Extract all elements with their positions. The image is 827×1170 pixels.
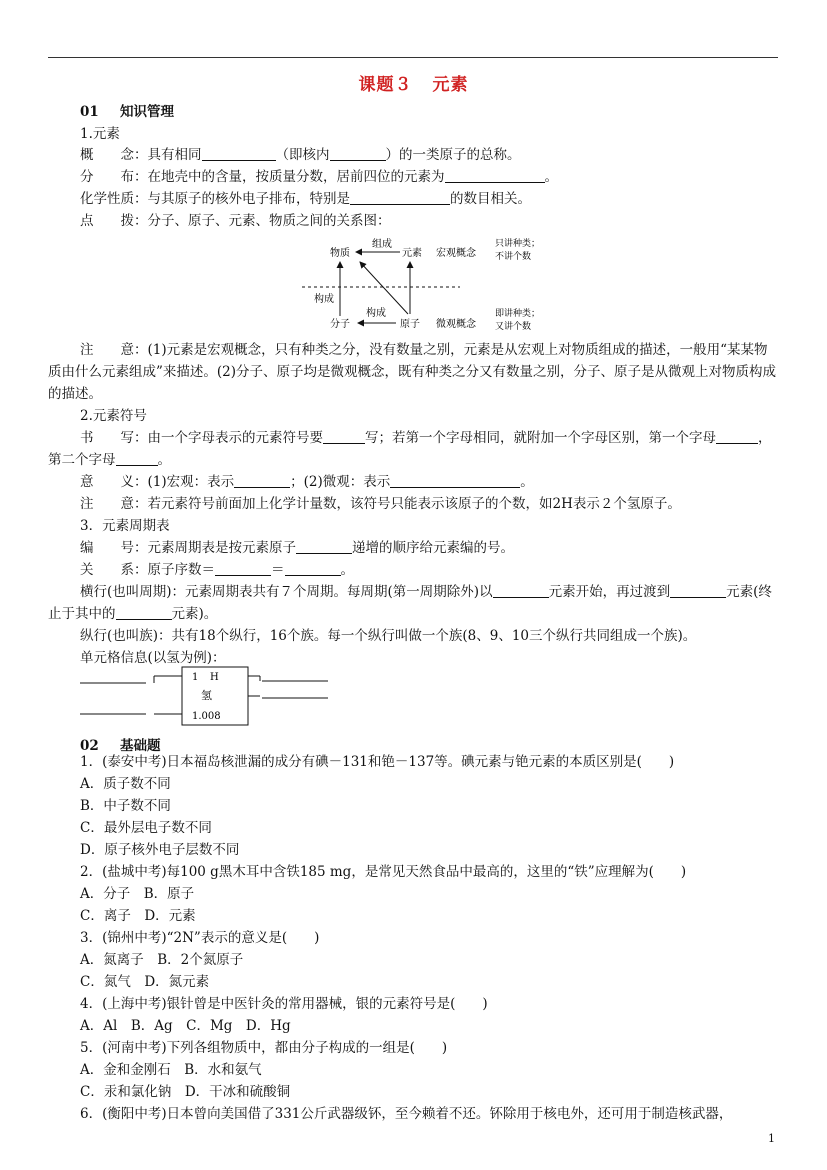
section-number: 02 <box>80 738 99 754</box>
meaning-line: 意 义：(1)宏观：表示 ；(2)微观：表示 。 <box>80 474 534 490</box>
page-title <box>0 70 827 95</box>
question-stem: 6．(衡阳中考)日本曾向美国借了331公斤武器级钚，至今赖着不还。钚除用于核电外，还可用于制造核武器， <box>80 1106 733 1122</box>
page-number: 1 <box>768 1132 775 1145</box>
heading-element: 1.元素 <box>80 126 120 142</box>
diagram-weiguan: 微观概念 <box>436 319 476 330</box>
blank[interactable] <box>350 190 450 205</box>
diagram-wuzhi: 物质 <box>330 248 350 259</box>
question-stem: 1．(泰安中考)日本福岛核泄漏的成分有碘－131和铯－137等。碘元素与铯元素的本质区别是( ) <box>80 754 675 770</box>
diagram-hongguan: 宏观概念 <box>436 248 476 259</box>
period-paragraph: 横行(也叫周期)：元素周期表共有７个周期。每周期(第一周期除外)以 元素开始，再过渡到 元素(终止于其中的 元素)。 <box>48 584 772 622</box>
blank[interactable] <box>116 605 172 620</box>
question-option[interactable]: C．汞和氯化钠 D．干冰和硫酸铜 <box>80 1084 291 1100</box>
question-option[interactable]: C．氮气 D．氮元素 <box>80 974 210 990</box>
question-option[interactable]: C．离子 D．元素 <box>80 908 196 924</box>
question-stem: 4．(上海中考)银针曾是中医针灸的常用器械，银的元素符号是( ) <box>80 996 488 1012</box>
diagram-note-top1: 只讲种类； <box>495 239 541 249</box>
blank[interactable] <box>285 561 341 576</box>
group-line: 纵行(也叫族)：共有18个纵行，16个族。每一个纵行叫做一个族(8、9、10三个纵行共同组成一个族)。 <box>80 628 697 644</box>
question-stem: 2．(盐城中考)每100 g黑木耳中含铁185 mg，是常见天然食品中最高的，这里的“铁”应理解为( ) <box>80 864 687 880</box>
question-option[interactable]: D．原子核外电子层数不同 <box>80 842 240 858</box>
cell-info-title: 单元格信息(以氢为例)： <box>80 650 226 666</box>
diagram-note-bot1: 即讲种类； <box>495 309 541 319</box>
diagram-note-bot2: 又讲个数 <box>495 322 532 332</box>
question-option[interactable]: A．质子数不同 <box>80 776 171 792</box>
cell-mass: 1.008 <box>192 711 221 722</box>
blank[interactable] <box>202 146 276 161</box>
relation-line: 关 系：原子序数＝ ＝ 。 <box>80 562 354 578</box>
relation-diagram <box>300 234 560 334</box>
blank[interactable] <box>116 451 158 466</box>
diagram-goucheng-left: 构成 <box>314 294 334 305</box>
blank[interactable] <box>670 583 726 598</box>
tip-line: 点 拨：分子、原子、元素、物质之间的关系图： <box>80 213 391 229</box>
diagram-note-top2: 不讲个数 <box>495 252 532 262</box>
cell-symbol: H <box>210 672 219 683</box>
question-option[interactable]: A．Al B．Ag C．Mg D．Hg <box>80 1018 291 1034</box>
question-option[interactable]: B．中子数不同 <box>80 798 171 814</box>
blank[interactable] <box>215 561 271 576</box>
heading-periodic: 3．元素周期表 <box>80 518 170 534</box>
blank[interactable] <box>445 168 545 183</box>
numbering-line: 编 号：元素周期表是按元素原子 递增的顺序给元素编的号。 <box>80 540 514 556</box>
chemical-property-line: 化学性质：与其原子的核外电子排布，特别是 的数目相关。 <box>80 191 531 207</box>
blank[interactable] <box>390 473 520 488</box>
write-paragraph: 书 写：由一个字母表示的元素符号要 写；若第一个字母相同，就附加一个字母区别，第一个字母 ，第二个字母 。 <box>48 430 772 468</box>
diagram-goucheng-mid: 构成 <box>366 308 386 319</box>
arrow-atom-substance <box>360 262 408 314</box>
question-option[interactable]: A．氮离子 B．2个氮原子 <box>80 952 244 968</box>
blank[interactable] <box>493 583 549 598</box>
diagram-fenzi: 分子 <box>330 319 350 330</box>
header-rule <box>48 57 778 58</box>
title-part2: 元素 <box>432 75 469 95</box>
section-label: 基础题 <box>120 738 161 754</box>
hydrogen-cell-diagram <box>70 665 340 729</box>
blank[interactable] <box>330 146 386 161</box>
diagram-yuansu: 元素 <box>402 248 422 259</box>
blank[interactable] <box>716 429 758 444</box>
blank[interactable] <box>323 429 365 444</box>
concept-line: 概 念：具有相同 （即核内 ）的一类原子的总称。 <box>80 147 521 163</box>
blank[interactable] <box>296 539 352 554</box>
heading-symbol: 2.元素符号 <box>80 408 147 424</box>
section-label: 知识管理 <box>120 104 174 120</box>
cell-number: 1 <box>192 672 199 683</box>
diagram-zucheng: 组成 <box>372 239 392 250</box>
note-symbol-line: 注 意：若元素符号前面加上化学计量数，该符号只能表示该原子的个数，如2H表示２个氢原子。 <box>80 496 681 512</box>
question-option[interactable]: C．最外层电子数不同 <box>80 820 212 836</box>
cell-name: 氢 <box>201 689 212 702</box>
distribution-line: 分 布：在地壳中的含量，按质量分数，居前四位的元素为 。 <box>80 169 558 185</box>
title-part1: 课题３ <box>358 75 413 95</box>
question-option[interactable]: A．分子 B．原子 <box>80 886 195 902</box>
note-paragraph-1: 注 意：(1)元素是宏观概念，只有种类之分，没有数量之别，元素是从宏观上对物质组成的描述，一般用“某某物质由什么元素组成”来描述。(2)分子、原子均是微观概念，既有种类之分又有数量之别，分子、原子是从微观上对物质构成的描述。 <box>48 342 777 402</box>
blank[interactable] <box>234 473 290 488</box>
question-stem: 3．(锦州中考)“2N”表示的意义是( ) <box>80 930 320 946</box>
question-option[interactable]: A．金和金刚石 B．水和氨气 <box>80 1062 262 1078</box>
question-stem: 5．(河南中考)下列各组物质中，都由分子构成的一组是( ) <box>80 1040 448 1056</box>
section-number: 01 <box>80 104 99 120</box>
section-heading-1 <box>80 101 174 123</box>
diagram-yuanzi: 原子 <box>400 319 420 330</box>
